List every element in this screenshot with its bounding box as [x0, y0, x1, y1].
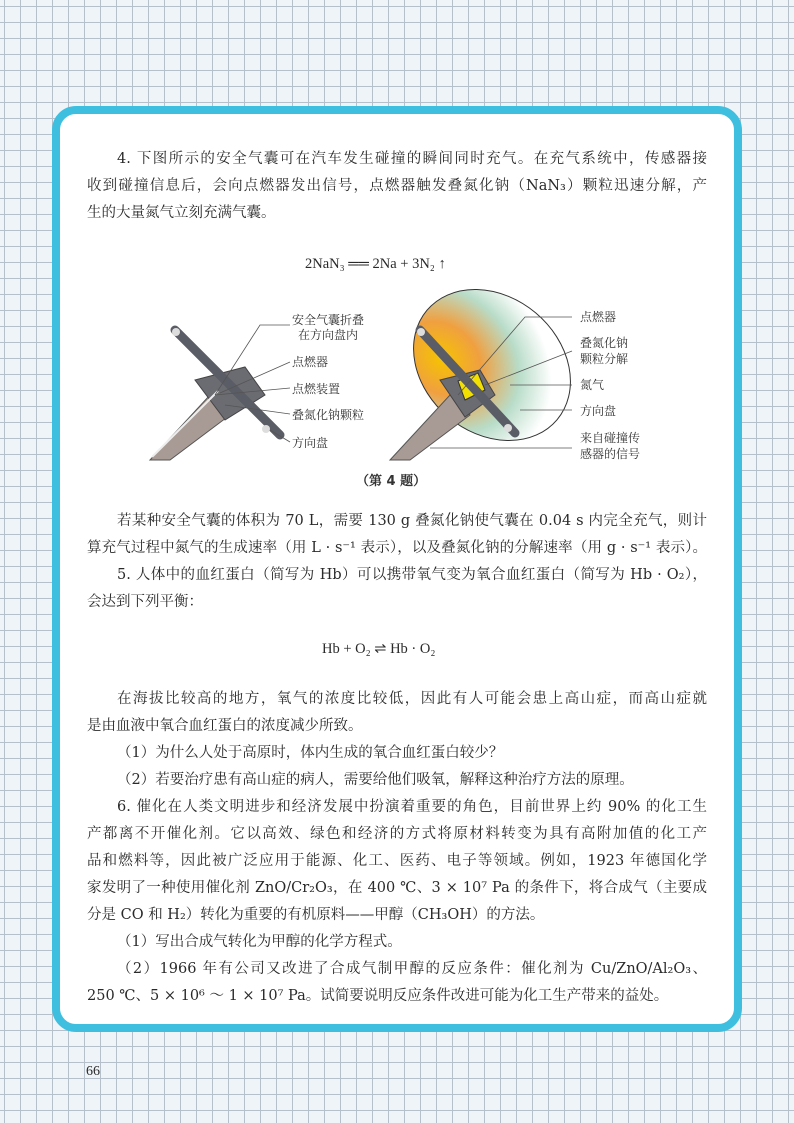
q6-line-3: 品和燃料等，因此被广泛应用于能源、化工、医药、电子等领域。例如，1923 年德国化学 — [87, 853, 707, 869]
q5-para-1: 在海拔比较高的地方，氧气的浓度比较低，因此有人可能会患上高山症，而高山症就 — [117, 691, 707, 707]
label-nitrogen: 氮气 — [580, 378, 605, 392]
q6-line-5: 分是 CO 和 H₂）转化为重要的有机原料——甲醇（CH₃OH）的方法。 — [87, 907, 545, 923]
q6-line-2: 产都离不开催化剂。它以高效、绿色和经济的方式将原材料转变为具有高附加值的化工产 — [87, 826, 707, 842]
q4-followup-1: 若某种安全气囊的体积为 70 L，需要 130 g 叠氮化钠使气囊在 0.04 s 内完全充气，则计 — [117, 513, 707, 529]
q4-equation: 2NaN₃ ══ 2Na + 3N₂ ↑ — [305, 256, 446, 272]
q6-sub-2-line-2: 250 ℃、5 × 10⁶ ～ 1 × 10⁷ Pa。试简要说明反应条件改进可能为化工生产带来的益处。 — [87, 988, 669, 1004]
q6-line-1: 6. 催化在人类文明进步和经济发展中扮演着重要的角色，目前世界上约 90% 的化工生 — [117, 799, 707, 815]
q6-line-4: 家发明了一种使用催化剂 ZnO/Cr₂O₃，在 400 ℃、3 × 10⁷ Pa 的条件下，将合成气（主要成 — [87, 880, 707, 896]
q5-sub-2: （2）若要治疗患有高山症的病人，需要给他们吸氧，解释这种治疗方法的原理。 — [117, 772, 634, 788]
label-ignition-device: 点燃装置 — [292, 382, 341, 396]
q5-line-1: 5. 人体中的血红蛋白（简写为 Hb）可以携带氧气变为氧合血红蛋白（简写为 Hb · O₂）， — [117, 567, 707, 583]
q6-sub-1: （1）写出合成气转化为甲醇的化学方程式。 — [117, 934, 402, 950]
label-igniter: 点燃器 — [292, 355, 329, 369]
label-steering-wheel: 方向盘 — [292, 436, 329, 450]
q6-sub-2-line-1: （2）1966 年有公司又改进了合成气制甲醇的反应条件：催化剂为 Cu/ZnO/Al₂O₃、 — [117, 961, 707, 977]
q4-line-2: 收到碰撞信息后，会向点燃器发出信号，点燃器触发叠氮化钠（NaN₃）颗粒迅速分解，产 — [87, 178, 707, 194]
label-steering-wheel-right: 方向盘 — [580, 404, 617, 418]
q5-equation: Hb + O₂ ⇌ Hb · O₂ — [322, 641, 436, 657]
label-in-steering-wheel: 在方向盘内 — [298, 328, 359, 342]
q4-line-3: 生的大量氮气立刻充满气囊。 — [87, 205, 276, 221]
q4-line-1: 4. 下图所示的安全气囊可在汽车发生碰撞的瞬间同时充气。在充气系统中，传感器接 — [117, 151, 707, 167]
label-sensor-signal-2: 感器的信号 — [580, 447, 641, 461]
q5-sub-1: （1）为什么人处于高原时，体内生成的氧合血红蛋白较少？ — [117, 745, 504, 761]
inflated-airbag-illustration — [383, 285, 601, 470]
label-igniter-right: 点燃器 — [580, 310, 617, 324]
q5-para-2: 是由血液中氧合血红蛋白的浓度减少所致。 — [87, 718, 363, 734]
label-sodium-azide-particles: 叠氮化钠颗粒 — [292, 408, 365, 422]
label-sodium-azide: 叠氮化钠 — [580, 336, 629, 350]
label-particles-decompose: 颗粒分解 — [580, 352, 629, 366]
figure-caption: （第 4 题） — [356, 474, 427, 489]
q5-line-2: 会达到下列平衡： — [87, 594, 203, 610]
label-sensor-signal-1: 来自碰撞传 — [580, 431, 641, 445]
folded-airbag-illustration — [150, 328, 280, 460]
label-airbag-folded: 安全气囊折叠 — [292, 313, 365, 327]
q4-followup-2: 算充气过程中氮气的生成速率（用 L · s⁻¹ 表示），以及叠氮化钠的分解速率（用 g · s⁻¹ 表示）。 — [87, 540, 707, 556]
page-number: 66 — [86, 1064, 100, 1079]
